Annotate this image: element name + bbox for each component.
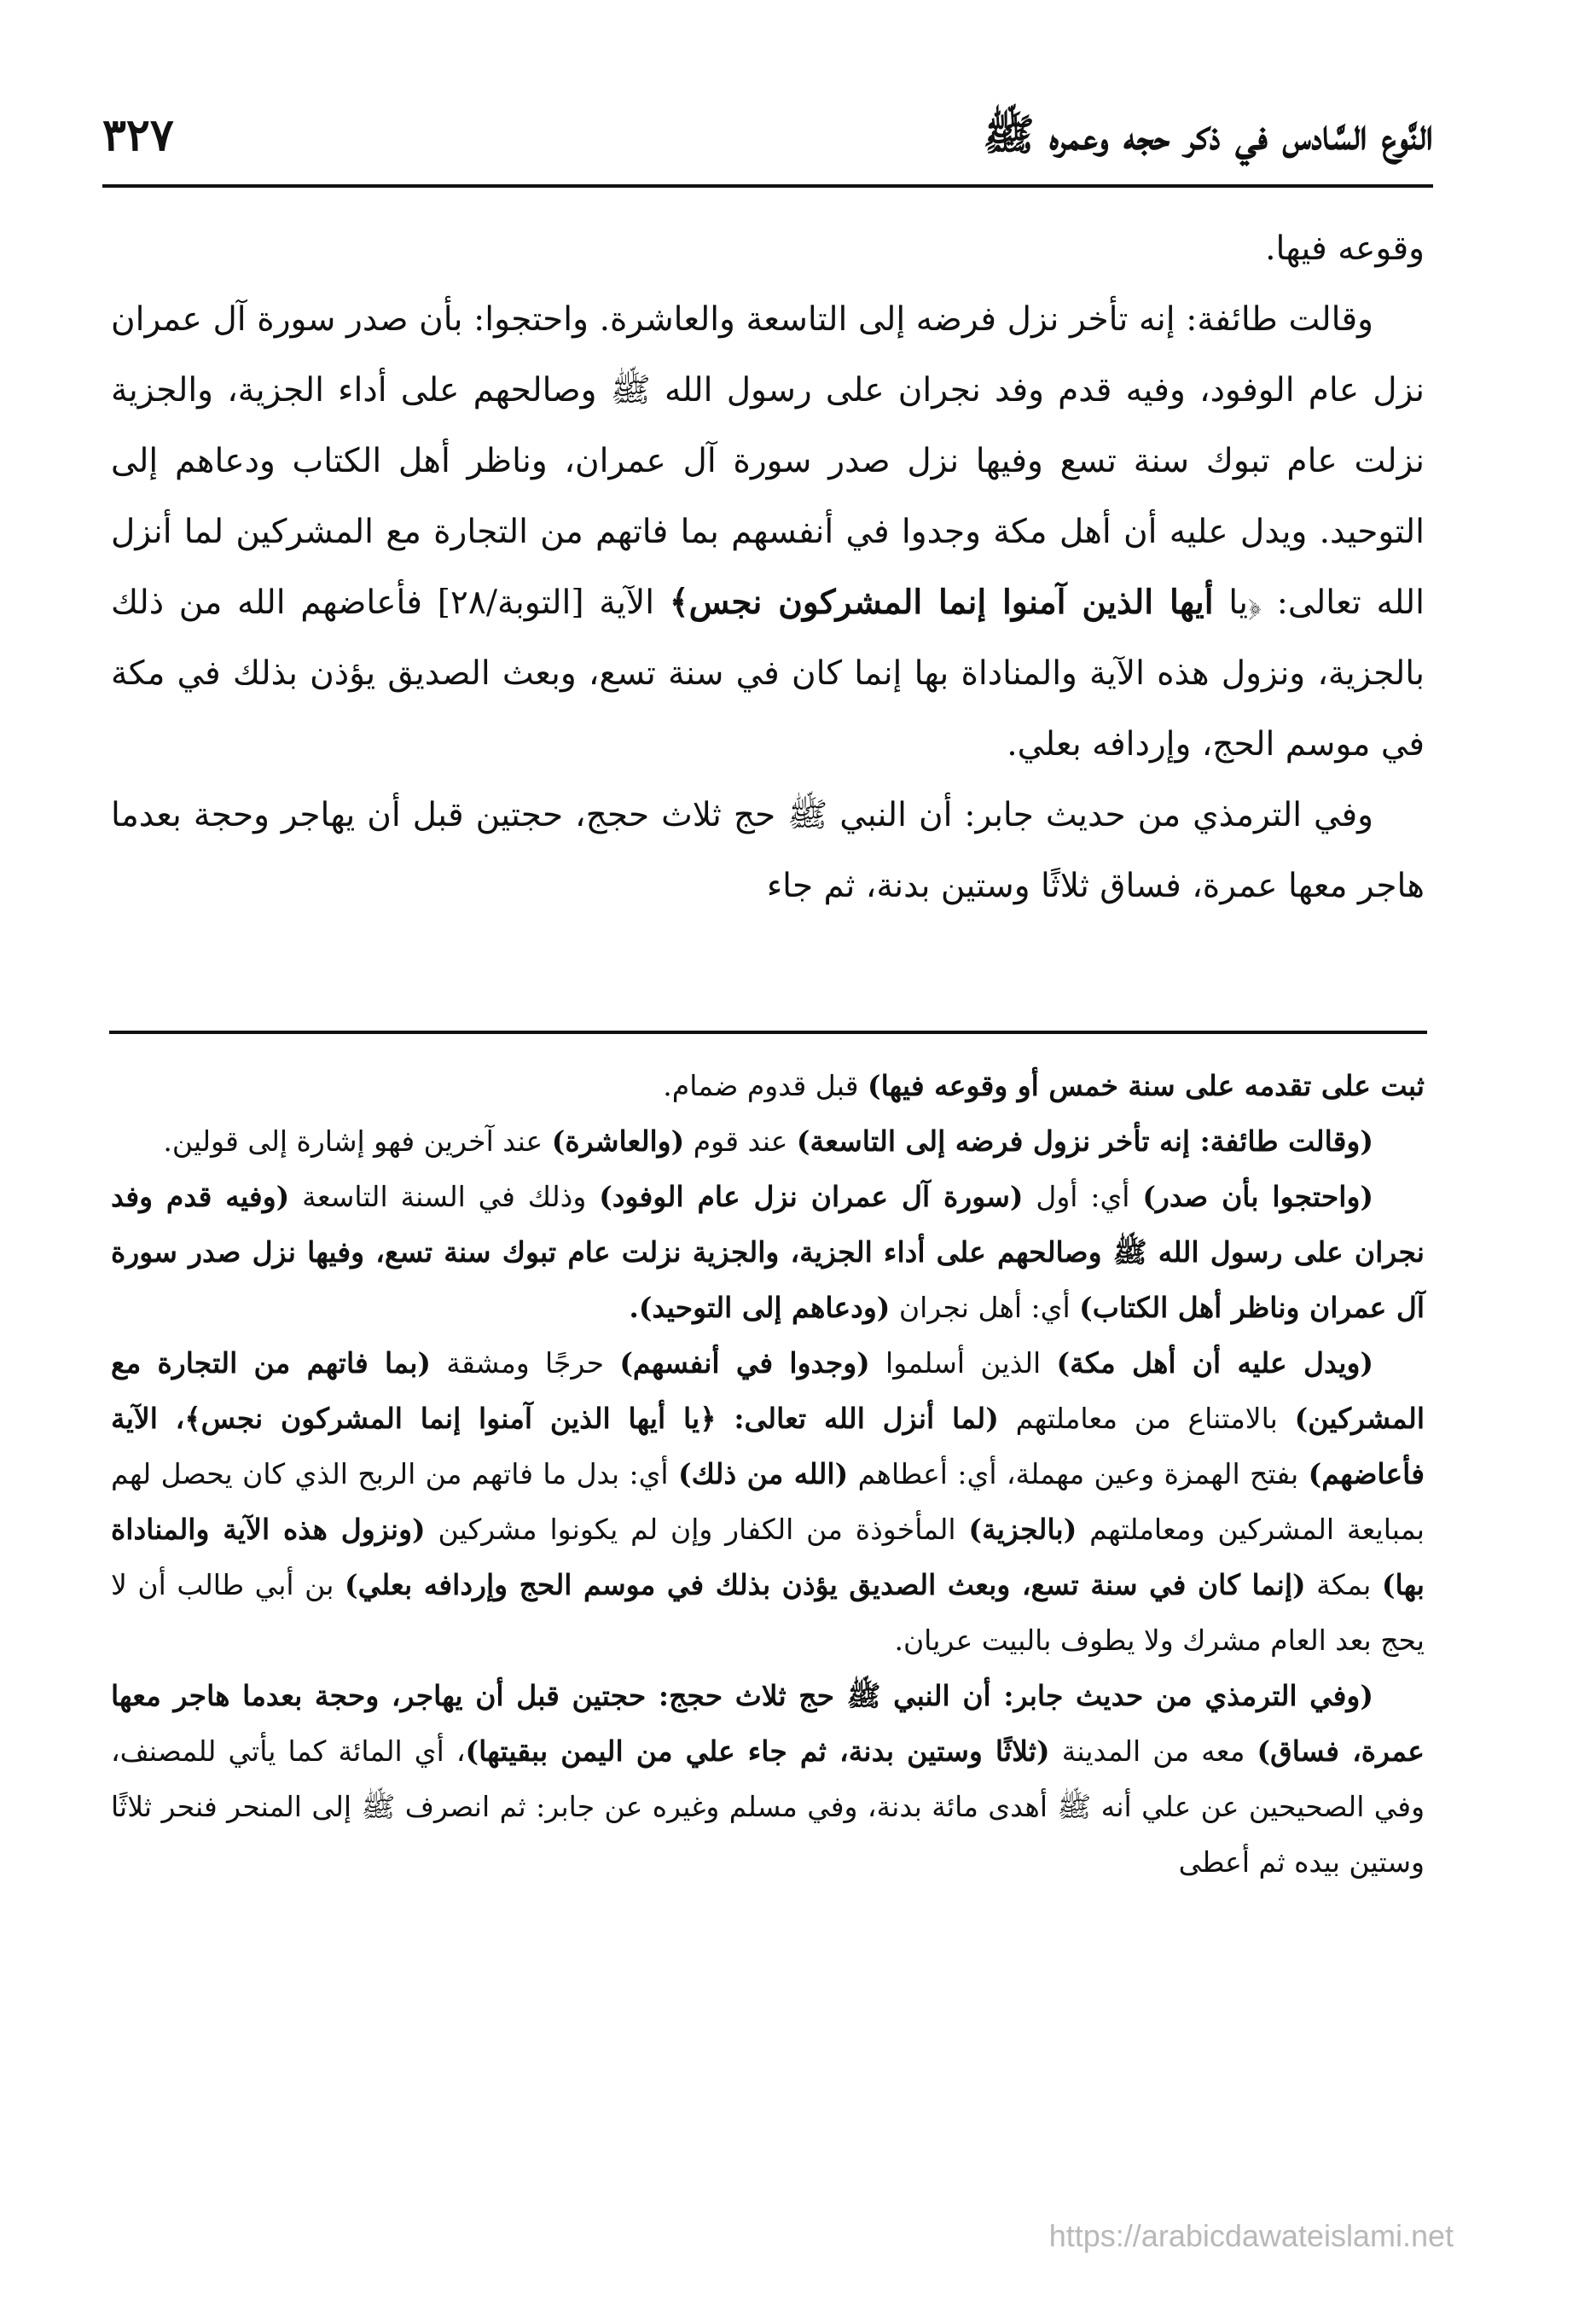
commentary-text: أي: أهل نجران <box>890 1291 1080 1324</box>
commentary-bold: (وفي الترمذي من حديث جابر: أن النبي ﷺ حج ثلاث حجج: حجتين قبل أن يهاجر، وحجة بعدما هاجر معها عمرة، فساق) <box>111 1679 1425 1768</box>
page-number: ٣٢٧ <box>102 109 174 161</box>
main-paragraph-2-part-a: وقالت طائفة: إنه تأخر نزل فرضه إلى التاسعة والعاشرة. واحتجوا: بأن صدر سورة آل عمران نزل عام الوفود، وفيه قدم وفد نجران على رسول الله ﷺ وصالحهم على أداء الجزية، والجزية نزلت عام تبوك سنة تسع وفيها نزل صدر سورة آل عمران، وناظر أهل الكتاب ودعاهم إلى التوحيد. ويدل عليه أن أهل مكة وجدوا في أنفسهم بما فاتهم من التجارة مع المشركين لما أنزل الله تعالى: ﴿يا <box>111 300 1425 622</box>
commentary-text: بن أبي طالب أن لا يحج بعد العام مشرك ولا يطوف بالبيت عريان. <box>111 1568 1425 1657</box>
commentary-paragraph-5 <box>111 1668 1425 1890</box>
commentary-bold: (الله من ذلك) <box>677 1457 849 1490</box>
commentary-bold: (لما أنزل الله تعالى: ﴿يا أيها الذين آمنوا إنما المشركون نجس﴾، الآية فأعاضهم) <box>111 1402 1425 1490</box>
commentary-bold: (والعاشرة) <box>551 1124 685 1158</box>
commentary-text: حرجًا ومشقة <box>431 1346 620 1380</box>
main-paragraph-2 <box>111 284 1425 780</box>
commentary-bold: (وقالت طائفة: إنه تأخر نزول فرضه إلى التاسعة) <box>796 1124 1373 1158</box>
page-header <box>102 102 1433 183</box>
commentary-bold: ثبت على تقدمه على سنة خمس أو وقوعه فيها) <box>868 1069 1425 1102</box>
commentary-text: عند آخرين فهو إشارة إلى قولين. <box>163 1124 552 1158</box>
commentary-bold: (ونزول هذه الآية والمناداة بها) <box>111 1513 1425 1601</box>
commentary-bold: (إنما كان في سنة تسع، وبعث الصديق يؤذن بذلك في موسم الحج وإردافه بعلي) <box>344 1568 1306 1601</box>
commentary-paragraph-3 <box>111 1169 1425 1335</box>
watermark-url: https://arabicdawateislami.net <box>1048 2218 1454 2253</box>
commentary-text: قبل قدوم ضمام. <box>663 1069 868 1102</box>
commentary-bold: (بما فاتهم من التجارة مع المشركين) <box>111 1346 1425 1435</box>
commentary-paragraph-2 <box>111 1113 1425 1169</box>
commentary-text: عند قوم <box>684 1124 797 1158</box>
commentary-bold: (ودعاهم إلى التوحيد). <box>629 1291 891 1324</box>
main-text <box>111 213 1425 921</box>
commentary-text: بالامتناع من معاملتهم <box>998 1402 1295 1435</box>
running-title: النَّوع السَّادس في ذكر حجه وعمره ﷺ <box>983 109 1433 160</box>
commentary-bold: (وجدوا في أنفسهم) <box>619 1346 870 1380</box>
commentary-bold: (بالجزية) <box>968 1513 1077 1546</box>
commentary-text: وذلك في السنة التاسعة <box>289 1180 600 1213</box>
quran-quote: أيها الذين آمنوا إنما المشركون نجس﴾ <box>669 583 1214 622</box>
commentary-bold: (وفيه قدم وفد نجران على رسول الله ﷺ وصالحهم على أداء الجزية، والجزية نزلت عام تبوك سنة تسع، وفيها نزل صدر سورة آل عمران وناظر أهل الكتاب) <box>111 1180 1425 1324</box>
main-paragraph-1: وقوعه فيها. <box>1265 229 1425 268</box>
header-rule <box>102 184 1433 188</box>
commentary-paragraph-4 <box>111 1335 1425 1668</box>
commentary-bold: (ويدل عليه أن أهل مكة) <box>1056 1346 1374 1380</box>
commentary-bold: (ثلاثًا وستين بدنة، ثم جاء علي من اليمن ببقيتها) <box>465 1734 1050 1768</box>
commentary-text: بمكة <box>1305 1568 1382 1601</box>
commentary-text: المأخوذة من الكفار وإن لم يكونوا مشركين <box>425 1513 969 1546</box>
commentary-bold: (سورة آل عمران نزل عام الوفود) <box>599 1180 1024 1213</box>
commentary-bold: (واحتجوا بأن صدر) <box>1142 1180 1373 1213</box>
commentary-paragraph-1 <box>111 1058 1425 1113</box>
commentary-text: أي: بدل ما فاتهم من الربح الذي كان يحصل لهم بمبايعة المشركين ومعاملتهم <box>111 1457 1425 1546</box>
commentary-text: معه من المدينة <box>1049 1734 1257 1768</box>
commentary-section <box>111 1058 1425 1890</box>
main-paragraph-3: وفي الترمذي من حديث جابر: أن النبي ﷺ حج ثلاث حجج، حجتين قبل أن يهاجر وحجة بعدما هاجر معها عمرة، فساق ثلاثًا وستين بدنة، ثم جاء <box>111 796 1425 905</box>
main-paragraph-2-part-b: الآية [التوبة/٢٨] فأعاضهم الله من ذلك بالجزية، ونزول هذه الآية والمناداة بها إنما كان في سنة تسع، وبعث الصديق يؤذن بذلك في مكة في موسم الحج، وإردافه بعلي. <box>111 584 1425 764</box>
commentary-text: الذين أسلموا <box>869 1346 1057 1380</box>
footnote-separator <box>109 1031 1427 1034</box>
commentary-text: أي: أول <box>1023 1180 1143 1213</box>
commentary-text: ، أي المائة كما يأتي للمصنف، وفي الصحيحين عن علي أنه ﷺ أهدى مائة بدنة، وفي مسلم وغيره عن جابر: ثم انصرف ﷺ إلى المنحر فنحر ثلاثًا وستين بيده ثم أعطى <box>111 1734 1425 1879</box>
commentary-text: بفتح الهمزة وعين مهملة، أي: أعطاهم <box>848 1457 1309 1490</box>
